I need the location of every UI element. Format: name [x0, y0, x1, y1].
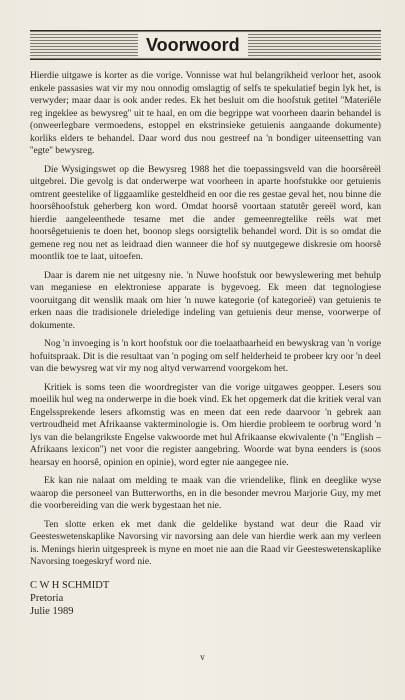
paragraph: Daar is darem nie net uitgesny nie. 'n Nuwe hoofstuk oor bewyslewering met behulp van meganiese en elektroniese apparate is bygevoeg. Ek meen dat tegnologiese vooruitgang dit wenslik maak om hier 'n nuwe kategorie (of kategorieë) van getuienis te erken naas die tradisionele drieledige indeling van getuienis deur mense, voorwerpe of dokumente. [30, 269, 381, 331]
paragraph: Die Wysigingswet op die Bewysreg 1988 het die toepassingsveld van die hoorsêreël uitgebrei. Die gevolg is dat onderwerpe wat voorheen in aparte hoofstukke oor getuienis omtrent geestelike of liggaamlike gesteldheid en oor die res gestae geval het, nou binne die hoorsêhoofstuk geherberg kon word. Omdat hoorsê voortaan statutêr gereël word, kan hierdie aangeleenthede tesame met die ander gemeenregtelike reëls wat met hoorsêgetuienis te doen het, boonop slegs oorsigtelik behandel word. Dit is so omdat die gemene reg nou net as leidraad dien wanneer die hof sy nuutgegewe diskresie om hoorsê moontlik toe te laat, uitoefen. [30, 163, 381, 262]
page-number: v [200, 652, 205, 662]
signature-block [30, 579, 381, 618]
preface-body [30, 70, 381, 569]
author-name: C W H SCHMIDT [30, 579, 110, 591]
title-banner [30, 30, 381, 60]
paragraph: Nog 'n invoeging is 'n kort hoofstuk oor die toelaatbaarheid en bewyskrag van 'n vorige hofuitspraak. Dit is die resultaat van 'n poging om self helderheid te probeer kry oor 'n deel van die bewysreg wat vir my nog altyd verwarrend voorgekom het. [30, 338, 381, 374]
paragraph: Hierdie uitgawe is korter as die vorige. Vonnisse wat hul belangrikheid verloor het, asook enkele passasies wat vir my nou onnodig omslagtig of selfs te spekulatief begin lyk het, is verwyder; maar daar is ook ander redes. Ek het besluit om die hoofstuk getitel ''Materiële reg ingeklee as bewysreg'' uit te haal, en om die begrippe wat voorheen daarin behandel is (onweerlegbare vermoedens, estoppel en ekstrinsieke getuienis aangaande dokumente) korliks elders te behandel. Daar word dus nou gestreef na 'n bondiger uiteensetting van ''egte'' bewysreg. [30, 70, 381, 156]
paragraph: Kritiek is soms teen die woordregister van die vorige uitgawes geopper. Lesers sou moeilik hul weg na onderwerpe in die boek vind. Ek het opgemerk dat die kritiek veral van Engelssprekende lesers afkomstig was en meen dat een rede daarvoor 'n gebrek aan vertroudheid met Afrikaanse vakterminologie is. Om hierdie probleem te oorbrug word 'n lys van die belangrikste Engelse vakwoorde met hul Afrikaanse ekwivalente ('n ''English – Afrikaans lexicon'') net voor die register aangebring. Woorde wat byna eenders is (soos hearsay en hoorsê, opinion en opinie), word egter nie aangegee nie. [30, 381, 381, 468]
paragraph: Ek kan nie nalaat om melding te maak van die vriendelike, flink en deeglike wyse waarop die personeel van Butterworths, en in die besonder mevrou Marjorie Guy, my met die voorbereiding van die werk bygestaan het nie. [30, 475, 381, 511]
signature-date: Julie 1989 [30, 605, 74, 617]
page-title: Voorwoord [138, 33, 248, 57]
signature-place: Pretoria [30, 592, 64, 604]
paragraph: Ten slotte erken ek met dank die geldelike bystand wat deur die Raad vir Geesteswetenskaplike Navorsing vir navorsing aan dele van hierdie werk aan my verleen is. Menings hierin uitgespreek is myne en moet nie aan die Raad vir Geesteswetenskaplike Navorsing toegeskryf word nie. [30, 518, 381, 567]
